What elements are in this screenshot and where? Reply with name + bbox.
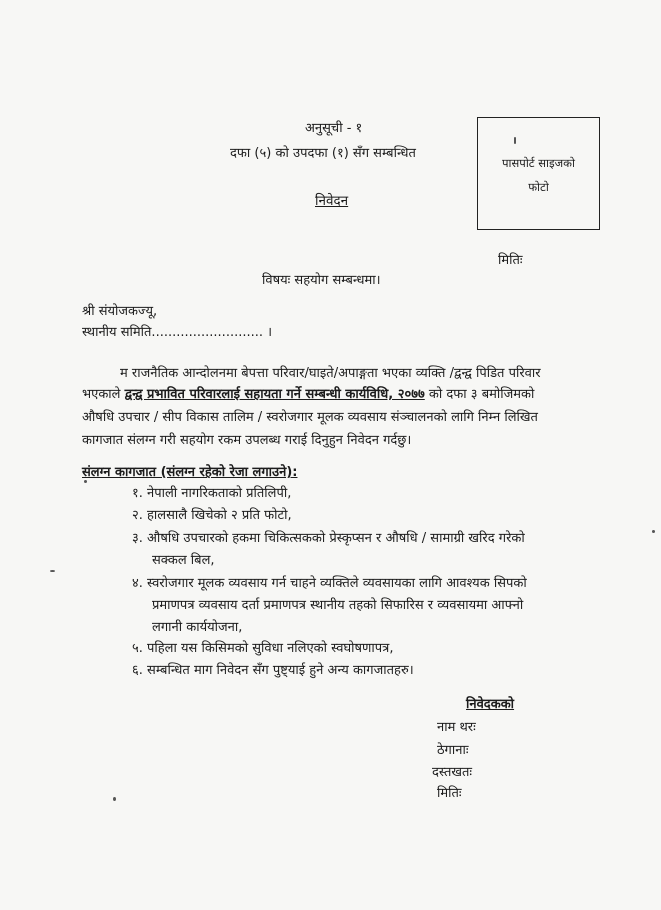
attachments-heading: संलग्न कागजात (संलग्न रहेको रेजा लगाउने):	[82, 465, 298, 480]
passport-photo-box	[477, 117, 600, 230]
scan-speck	[113, 797, 116, 801]
applicant-date-field: मितिः	[437, 786, 462, 801]
scan-speck	[514, 137, 516, 144]
attachment-item: ५. पहिला यस किसिमको सुविधा नलिएको स्वघोषणापत्र,	[132, 641, 394, 656]
applicant-heading: निवेदकको	[466, 697, 515, 712]
photo-box-label: पासपोर्ट साइजको	[502, 156, 575, 170]
body-paragraph-line: औषधि उपचार / सीप विकास तालिम / स्वरोजगार मूलक व्यवसाय संञ्चालनको लागि निम्न लिखित	[82, 410, 538, 425]
scan-speck	[50, 570, 55, 572]
subject-line: विषयः सहयोग सम्बन्धमा।	[262, 273, 381, 288]
application-heading: निवेदन	[315, 193, 349, 209]
schedule-reference: दफा (५) को उपदफा (१) सँग सम्बन्धित	[230, 146, 416, 161]
attachment-item-continuation: प्रमाणपत्र व्यवसाय दर्ता प्रमाणपत्र स्थानीय तहको सिफारिस र व्यवसायमा आफ्नो	[152, 598, 524, 613]
body-text: को दफा ३ बमोजिमको	[424, 387, 535, 402]
addressee-line: श्री संयोजकज्यू,	[82, 304, 158, 319]
attachment-item-continuation: लगानी कार्ययोजना,	[152, 620, 243, 635]
body-paragraph-line	[82, 384, 534, 402]
body-text: भएकाले	[82, 387, 125, 402]
attachment-item-continuation: सक्कल बिल,	[152, 553, 215, 568]
attachment-item: ४. स्वरोजगार मूलक व्यवसाय गर्न चाहने व्यक्तिले व्यवसायका लागि आवश्यक सिपको	[132, 576, 527, 591]
scan-speck	[652, 530, 655, 533]
attachment-item: १. नेपाली नागरिकताको प्रतिलिपी,	[132, 486, 292, 501]
addressee-committee-line: स्थानीय समिति........................... ।	[82, 325, 273, 340]
date-label: मितिः	[498, 253, 523, 268]
attachment-item: २. हालसालै खिचेको २ प्रति फोटो,	[132, 508, 292, 523]
applicant-address-field: ठेगानाः	[437, 743, 469, 758]
schedule-title: अनुसूची - १	[305, 121, 363, 136]
attachment-item: ३. औषधि उपचारको हकमा चिकित्सकको प्रेस्कृप्सन र औषधि / सामाग्री खरिद गरेको	[132, 531, 525, 546]
attachment-item: ६. सम्बन्धित माग निवेदन सँग पुष्ट्याई हुने अन्य कागजातहरु।	[132, 663, 414, 678]
applicant-signature-field: दस्तखतः	[432, 765, 473, 780]
applicant-name-field: नाम थरः	[437, 720, 476, 735]
body-paragraph-line: कागजात संलग्न गरी सहयोग रकम उपलब्ध गराई दिनुहुन निवेदन गर्दछु।	[82, 433, 412, 448]
photo-box-sublabel: फोटो	[528, 180, 549, 194]
procedure-reference: द्वन्द्व प्रभावित परिवारलाई सहायता गर्ने सम्बन्धी कार्यविधि, २०७७	[124, 387, 425, 402]
scan-speck	[84, 480, 87, 483]
body-paragraph-line: म राजनैतिक आन्दोलनमा बेपत्ता परिवार/घाइते/अपाङ्गता भएका व्यक्ति /द्वन्द्व पिडित परिवार	[120, 366, 541, 381]
